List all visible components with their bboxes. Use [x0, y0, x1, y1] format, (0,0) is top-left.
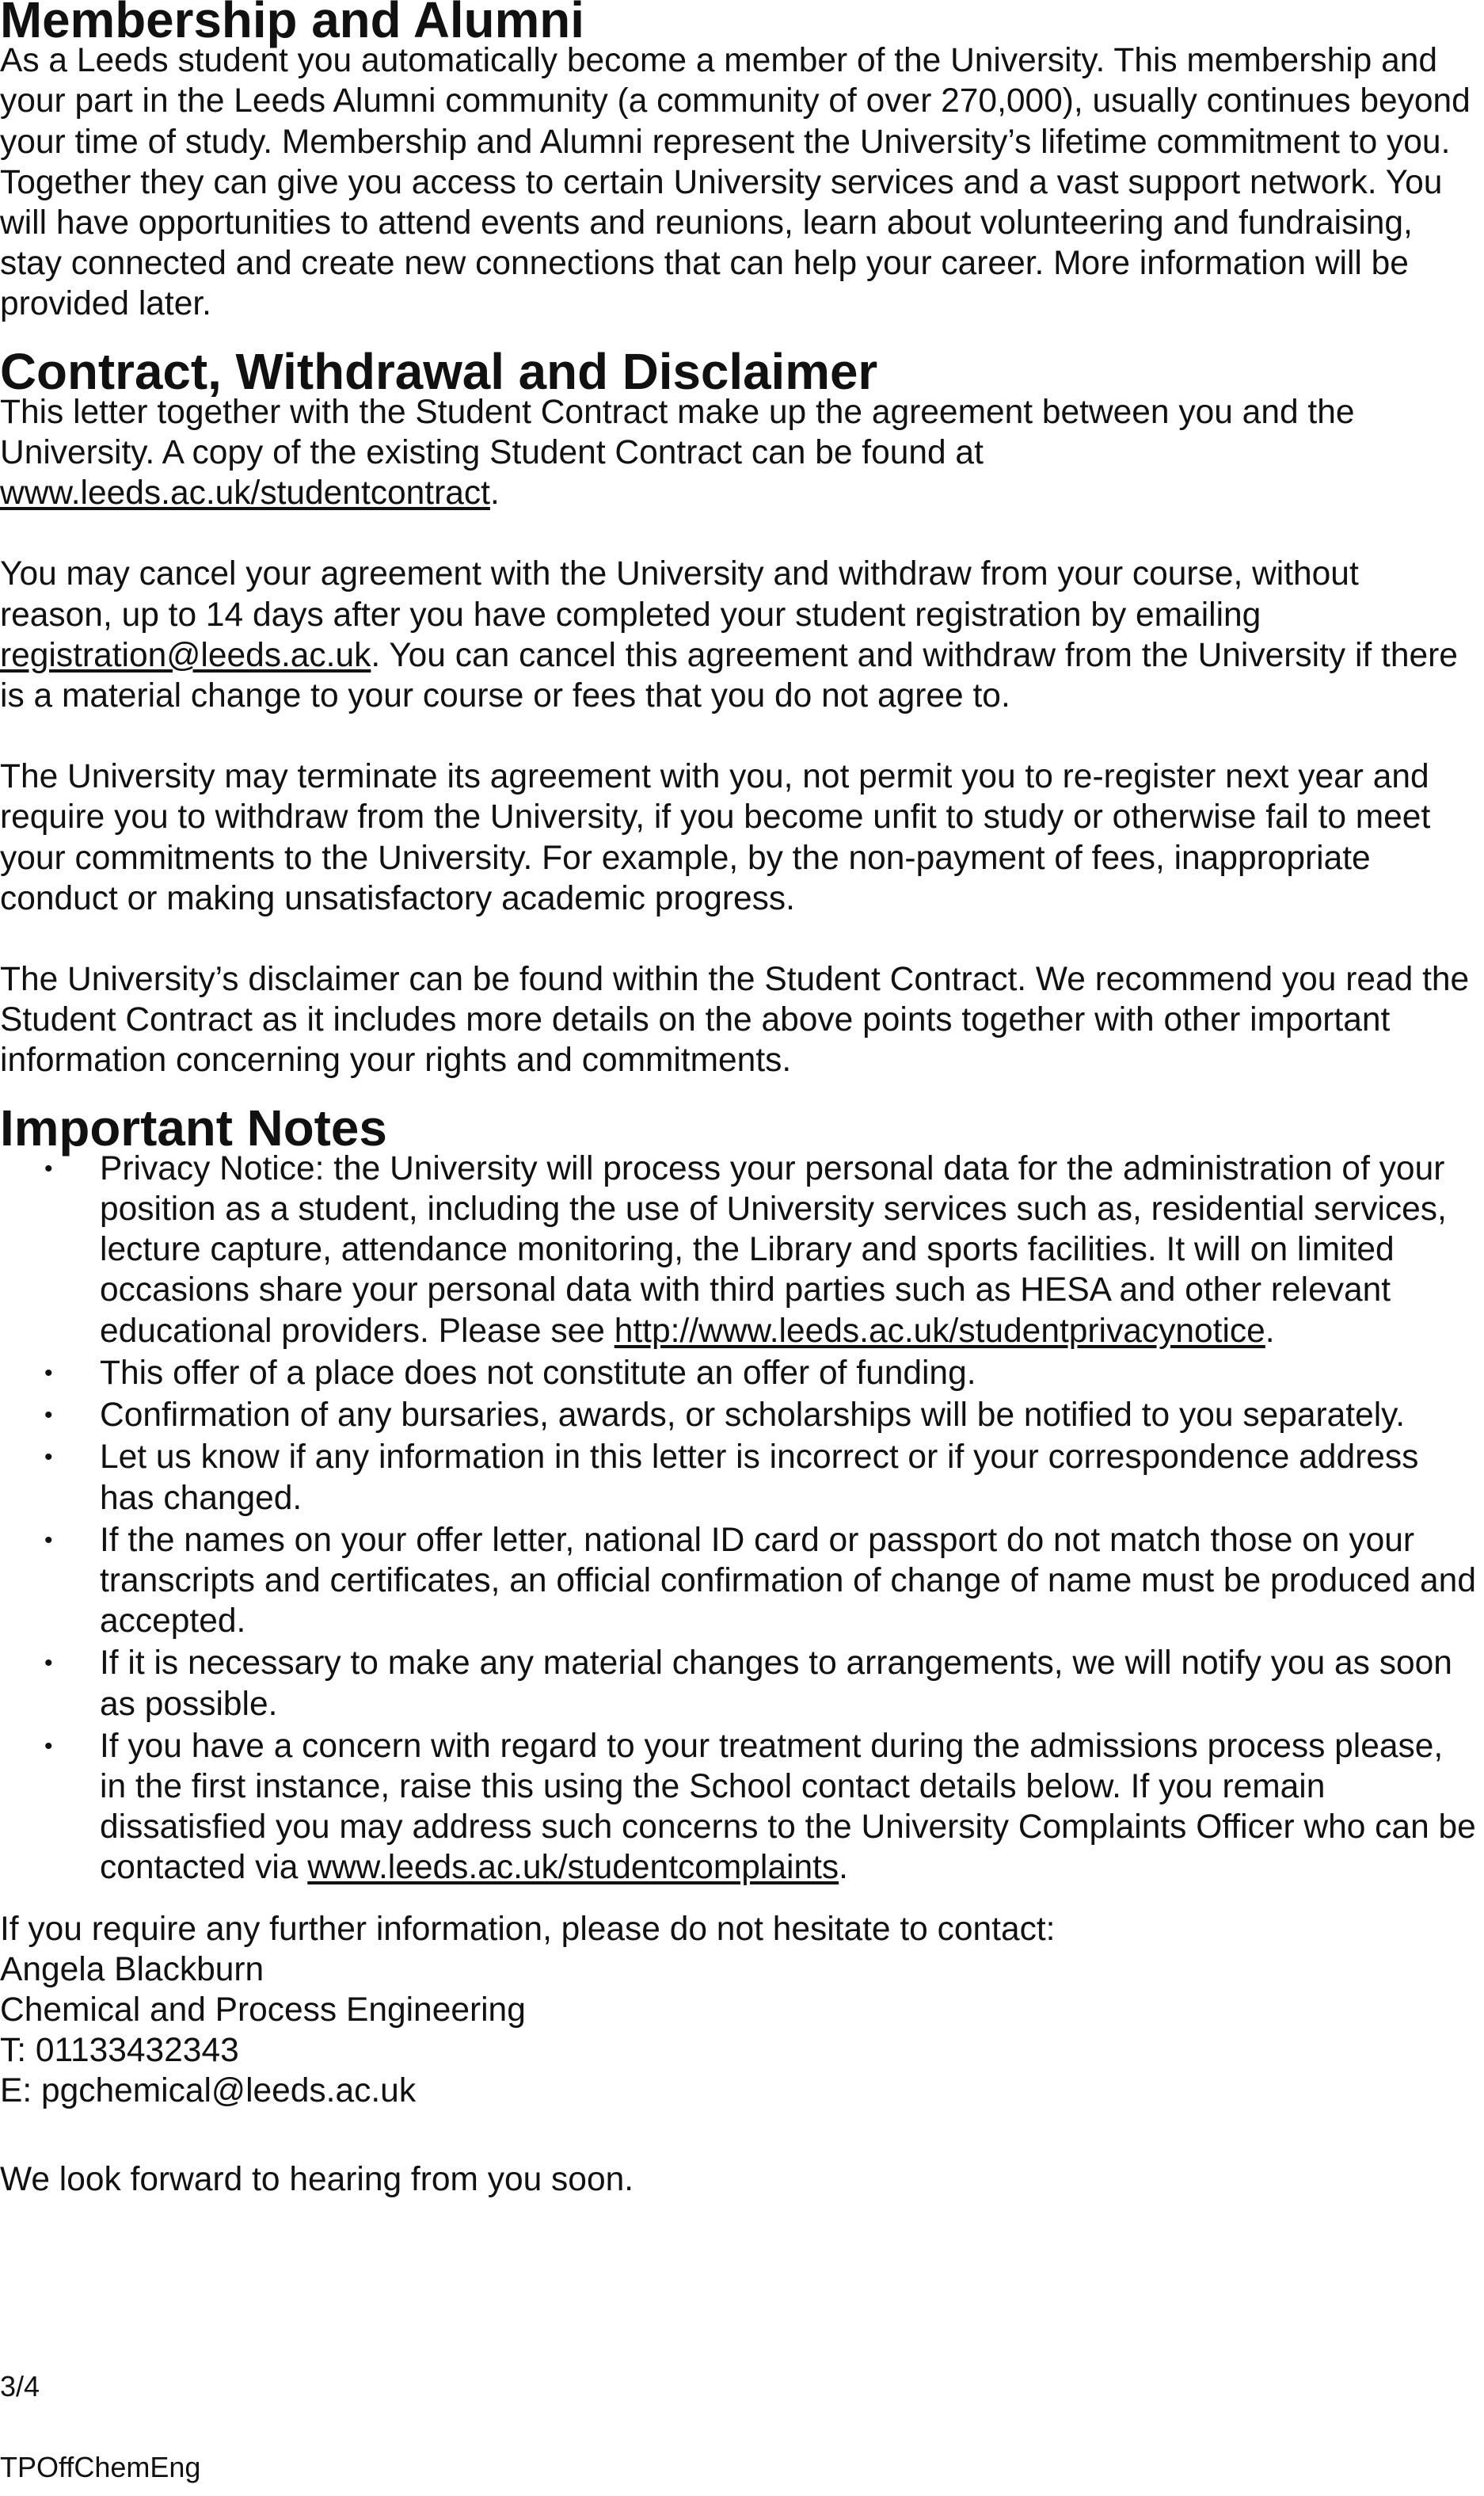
contract-paragraph-2 [0, 554, 1478, 716]
contact-name: Angela Blackburn [0, 1950, 264, 1988]
contract-paragraph-1 [0, 392, 1478, 514]
contact-department: Chemical and Process Engineering [0, 1991, 526, 2029]
privacy-notice-link[interactable]: http://www.leeds.ac.uk/studentprivacynotice [614, 1312, 1265, 1350]
important-notes-heading: Important Notes [0, 1099, 387, 1157]
contract-p2-end: . You can cancel this agreement and withdraw from the University if there is a material change to your course or fees that you do not agree to. [0, 636, 1458, 715]
note-concerns [0, 1726, 1478, 1888]
contact-intro: If you require any further information, please do not hesitate to contact: [0, 1910, 1056, 1948]
student-complaints-link[interactable]: www.leeds.ac.uk/studentcomplaints [307, 1849, 839, 1887]
note-privacy [0, 1149, 1478, 1351]
closing-line: We look forward to hearing from you soon. [0, 2160, 634, 2198]
contact-email: E: pgchemical@leeds.ac.uk [0, 2072, 417, 2110]
note-names: • If the names on your offer letter, national ID card or passport do not match those on your transcripts and certificates, an official confirmation of change of name must be produced and accepted. [0, 1520, 1478, 1642]
note-concerns-end: . [839, 1849, 848, 1887]
contract-paragraph-3: The University may terminate its agreement with you, not permit you to re-register next year and require you to withdraw from the University, if you become unfit to study or otherwise fail to meet your commitments to the University. For example, by the non-payment of fees, inappropriate conduct or making unsatisfactory academic progress. [0, 758, 1431, 917]
registration-email-link[interactable]: registration@leeds.ac.uk [0, 636, 371, 674]
note-privacy-end: . [1265, 1312, 1275, 1350]
note-bursaries: • Confirmation of any bursaries, awards, or scholarships will be notified to you separately. [0, 1395, 1478, 1435]
note-privacy-text: Privacy Notice: the University will process your personal data for the administration of your position as a student, including the use of University services such as, residential services, lecture capture, attendance monitoring, the Library and sports facilities. It will on limited occasions share your personal data with third parties such as HESA and other relevant educational providers. Please see [100, 1149, 1447, 1350]
contract-p2-text: You may cancel your agreement with the University and withdraw from your course, without reason, up to 14 days after you have completed your student registration by emailing [0, 555, 1359, 634]
contract-paragraph-4: The University’s disclaimer can be found within the Student Contract. We recommend you read the Student Contract as it includes more details on the above points together with other important information concerning your rights and commitments. [0, 961, 1470, 1080]
membership-paragraph: As a Leeds student you automatically become a member of the University. This membership and your part in the Leeds Alumni community (a community of over 270,000), usually continues beyond your time of study. Membership and Alumni represent the University’s lifetime commitment to you. Together they can give you access to certain University services and a vast support network. You will have opportunities to attend events and reunions, learn about volunteering and fundraising, stay connected and create new connections that can help your career. More information will be provided later. [0, 42, 1471, 323]
page-number: 3/4 [0, 2370, 40, 2403]
student-contract-link[interactable]: www.leeds.ac.uk/studentcontract [0, 474, 490, 513]
important-notes-list [0, 1149, 1478, 1888]
contract-p1-end: . [489, 474, 500, 513]
membership-heading: Membership and Alumni [0, 0, 584, 48]
contract-p1-text: This letter together with the Student Contract make up the agreement between you and the University. A copy of the existing Student Contract can be found at [0, 393, 1355, 472]
note-concerns-text: If you have a concern with regard to your treatment during the admissions process please, in the first instance, raise this using the School contact details below. If you remain dissatisfied you may address such concerns to the University Complaints Officer who can be contacted via [100, 1727, 1476, 1887]
contract-heading: Contract, Withdrawal and Disclaimer [0, 342, 878, 400]
note-incorrect-info: • Let us know if any information in this letter is incorrect or if your correspondence address has changed. [0, 1437, 1478, 1518]
note-funding: • This offer of a place does not constitute an offer of funding. [0, 1353, 1478, 1393]
contact-phone: T: 01133432343 [0, 2032, 239, 2070]
document-reference: TPOffChemEng [0, 2451, 201, 2483]
note-material-changes: • If it is necessary to make any material changes to arrangements, we will notify you as soon as possible. [0, 1643, 1478, 1724]
